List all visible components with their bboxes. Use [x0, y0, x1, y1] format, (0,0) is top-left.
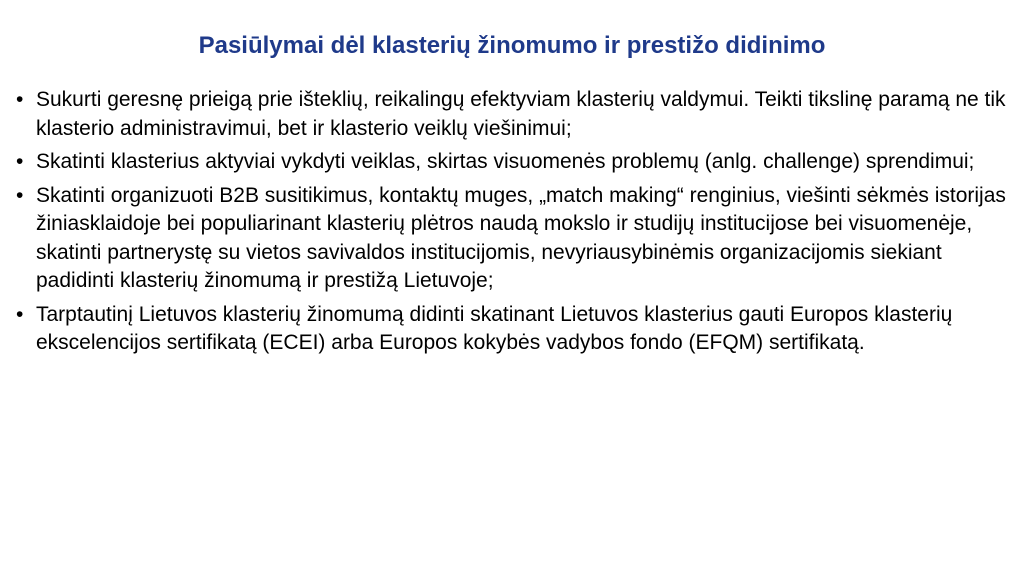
bullet-icon: •	[16, 302, 24, 326]
bullet-text: Skatinti organizuoti B2B susitikimus, kontaktų muges, „match making“ renginius, viešinti sėkmės istorijas žiniasklaidoje bei populiarinant klasterių plėtros naudą mokslo ir studijų institucijose bei visuomenėje, skatinti partnerystę su vietos savivaldos institucijomis, nevyriausybinėmis organizacijomis siekiant padidinti klasterių žinomumą ir prestižą Lietuvoje;	[36, 183, 1006, 292]
slide-title: Pasiūlymai dėl klasterių žinomumo ir prestižo didinimo	[198, 32, 826, 59]
bullet-item	[12, 182, 1012, 296]
bullet-icon: •	[16, 183, 24, 207]
bullet-text: Tarptautinį Lietuvos klasterių žinomumą didinti skatinant Lietuvos klasterius gauti Europos klasterių ekscelencijos sertifikatą (ECEI) arba Europos kokybės vadybos fondo (EFQM) sertifikatą.	[36, 302, 953, 354]
bullet-item	[12, 86, 1012, 143]
bullet-text: Sukurti geresnę prieigą prie išteklių, reikalingų efektyviam klasterių valdymui. Teikti tikslinę paramą ne tik klasterio administravimui, bet ir klasterio veiklų viešinimui;	[36, 88, 1006, 140]
bullet-icon: •	[16, 88, 24, 111]
bullet-text: Skatinti klasterius aktyviai vykdyti veiklas, skirtas visuomenės problemų (anlg. challenge) sprendimui;	[36, 150, 975, 173]
bullet-item	[12, 148, 1012, 177]
bullet-item	[12, 301, 1012, 358]
bullet-icon: •	[16, 150, 24, 173]
bullet-list	[12, 86, 1012, 363]
